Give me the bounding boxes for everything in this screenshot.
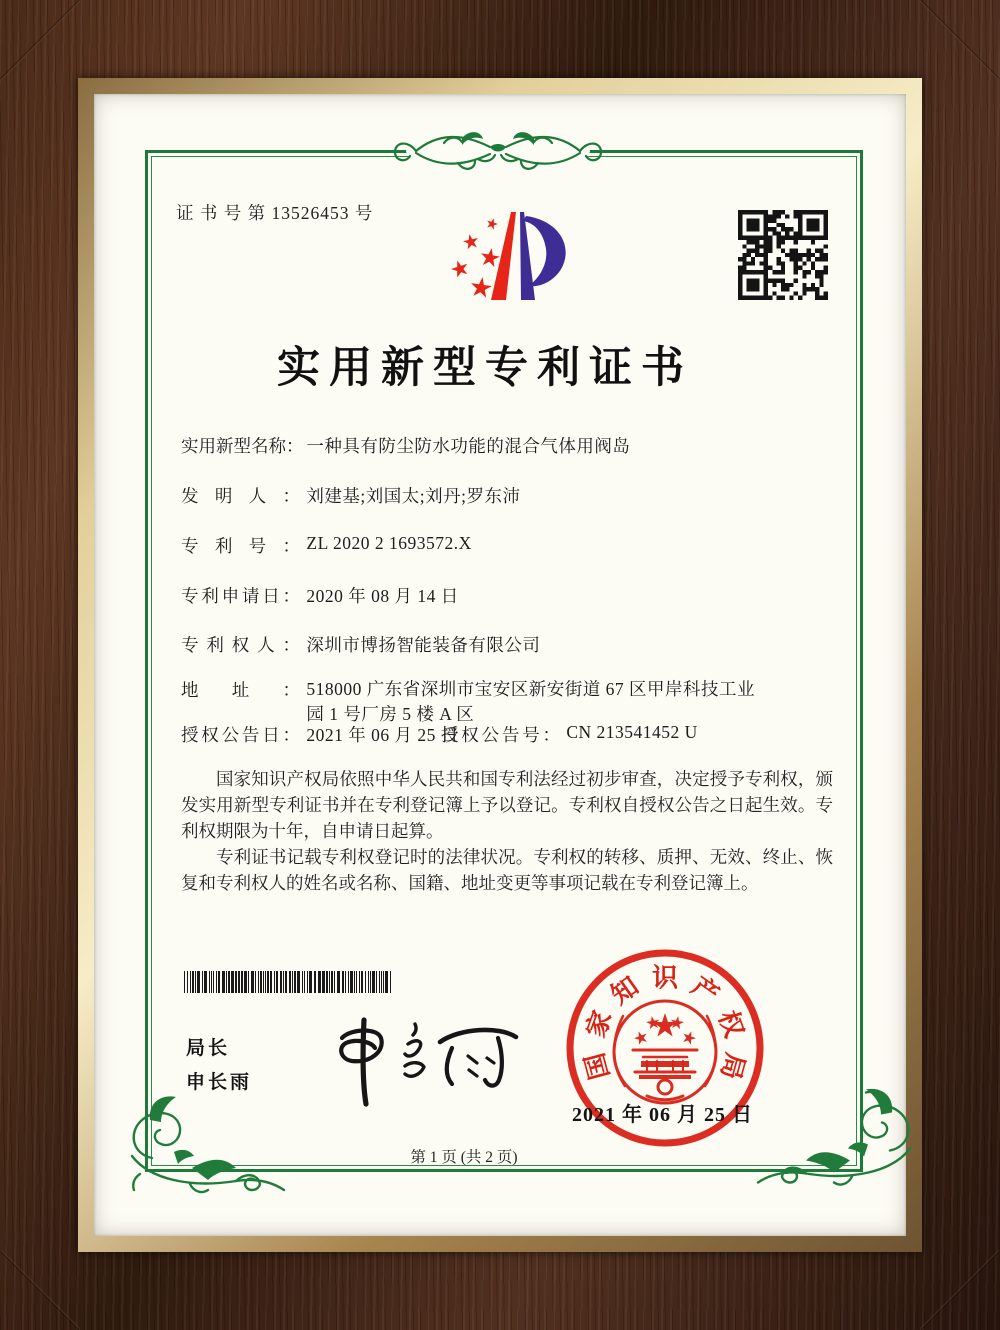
- field-label: 发明人：: [181, 486, 300, 506]
- legal-paragraph-1: 国家知识产权局依照中华人民共和国专利法经过初步审查，决定授予专利权，颁发实用新型专利证书并在专利登记簿上予以登记。专利权自授权公告之日起生效。专利权期限为十年，自申请日起算。: [181, 769, 833, 841]
- top-dragon-ornament: [358, 123, 638, 179]
- bottom-left-floral-ornament: [120, 1094, 300, 1194]
- frame-miter-top-right: [920, 0, 1000, 80]
- signer-block: [186, 1032, 252, 1100]
- frame-miter-top-left: [0, 0, 80, 80]
- field-value: CN 213541452 U: [566, 722, 698, 742]
- field-utility-model-name: [181, 433, 630, 458]
- seal-date: 2021 年 06 月 25 日: [572, 1104, 753, 1126]
- page-number: 第 1 页 (共 2 页): [410, 1149, 518, 1166]
- field-filing-date: [181, 583, 459, 608]
- signer-name: 申长雨: [186, 1072, 253, 1093]
- bottom-right-floral-ornament: [742, 1079, 922, 1194]
- field-value: ZL 2020 2 1693572.X: [306, 533, 472, 553]
- field-value: 深圳市博扬智能装备有限公司: [306, 635, 541, 655]
- field-value: 刘建基;刘国太;刘丹;罗东沛: [306, 486, 521, 506]
- seal-agency-char: 产: [686, 971, 725, 1010]
- cnipa-patent-logo-icon: [435, 194, 580, 316]
- seal-agency-char: 家: [581, 1006, 618, 1042]
- address-line-1: 518000 广东省深圳市宝安区新安街道 67 区甲岸科技工业: [306, 679, 755, 699]
- certificate-number: 证 书 号 第 13526453 号: [176, 203, 374, 223]
- certificate-paper: [94, 94, 906, 1236]
- field-grant-number: [441, 722, 698, 747]
- field-value: [306, 677, 866, 727]
- signer-title: 局长: [186, 1038, 231, 1059]
- frame-miter-bottom-left: [0, 1250, 80, 1330]
- field-label: 地址：: [181, 680, 300, 700]
- frame-miter-bottom-right: [920, 1250, 1000, 1330]
- qr-code-icon: [738, 210, 828, 300]
- field-label: 专利权人：: [181, 635, 300, 655]
- field-inventors: [181, 483, 520, 508]
- seal-agency-char: 知: [605, 971, 644, 1010]
- director-signature: [302, 1010, 527, 1110]
- seal-agency-char: 局: [715, 1049, 750, 1083]
- gold-frame-trim: [78, 78, 922, 1252]
- legal-paragraph-2: 专利证书记载专利权登记时的法律状况。专利权的转移、质押、无效、终止、恢复和专利权人的姓名或名称、国籍、地址变更等事项记载在专利登记簿上。: [181, 847, 833, 893]
- field-value: 一种具有防尘防水功能的混合气体用阀岛: [306, 436, 631, 456]
- seal-agency-char: 权: [712, 1006, 749, 1042]
- field-label: 授权公告日：: [181, 725, 300, 745]
- legal-text: [181, 766, 833, 896]
- seal-agency-char: 国: [580, 1049, 615, 1083]
- field-value: 2020 年 08 月 14 日: [306, 586, 459, 606]
- certificate-title: 实用新型专利证书: [277, 345, 693, 392]
- field-patentee: [181, 632, 540, 657]
- field-label: 授权公告号：: [441, 725, 560, 745]
- field-label: 实用新型名称：: [181, 436, 304, 456]
- field-label: 专利号：: [181, 536, 300, 556]
- field-value: 2021 年 06 月 25 日: [306, 725, 459, 745]
- barcode-icon: [184, 971, 394, 993]
- field-patent-number: [181, 533, 472, 558]
- field-grant-row: [181, 722, 698, 747]
- seal-agency-char: 识: [651, 963, 679, 993]
- field-address: [181, 677, 866, 727]
- address-line-2: 园 1 号厂房 5 楼 A 区: [306, 704, 475, 724]
- field-label: 专利申请日：: [181, 586, 300, 606]
